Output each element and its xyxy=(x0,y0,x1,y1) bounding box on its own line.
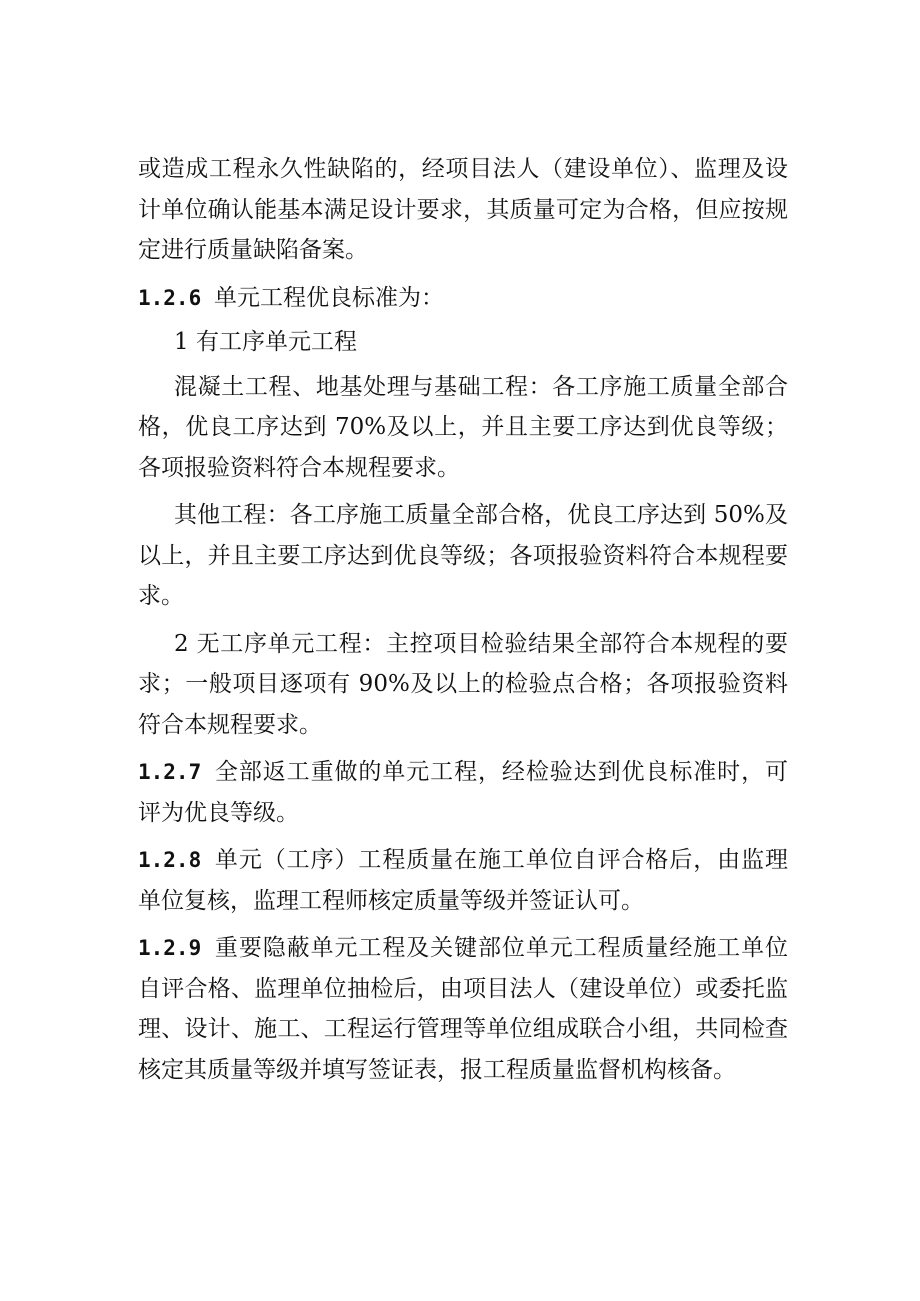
clause-1-2-8 xyxy=(138,840,788,921)
document-body xyxy=(138,149,788,1097)
paragraph-other-works: 其他工程：各工序施工质量全部合格，优良工序达到 50%及以上，并且主要工序达到优良等级；各项报验资料符合本规程要求。 xyxy=(138,502,788,609)
clause-text: 单元（工序）工程质量在施工单位自评合格后，由监理单位复核，监理工程师核定质量等级并签证认可。 xyxy=(138,847,788,914)
paragraph-continuation: 或造成工程永久性缺陷的，经项目法人（建设单位）、监理及设计单位确认能基本满足设计要求，其质量可定为合格，但应按规定进行质量缺陷备案。 xyxy=(138,156,788,263)
clause-1-2-6 xyxy=(138,278,788,319)
clause-number: 1.2.9 xyxy=(138,936,202,960)
clause-number: 1.2.7 xyxy=(138,760,202,784)
clause-1-2-9 xyxy=(138,928,788,1090)
clause-number: 1.2.8 xyxy=(138,848,202,872)
clause-text: 重要隐蔽单元工程及关键部位单元工程质量经施工单位自评合格、监理单位抽检后，由项目法人（建设单位）或委托监理、设计、施工、工程运行管理等单位组成联合小组，共同检查核定其质量等级并填写签证表，报工程质量监督机构核备。 xyxy=(138,935,788,1083)
clause-text: 全部返工重做的单元工程，经检验达到优良标准时，可评为优良等级。 xyxy=(138,759,788,826)
clause-number: 1.2.6 xyxy=(138,285,202,310)
subitem-1-heading: 1 有工序单元工程 xyxy=(174,329,357,355)
subitem-2-paragraph: 2 无工序单元工程：主控项目检验结果全部符合本规程的要求；一般项目逐项有 90%及以上的检验点合格；各项报验资料符合本规程要求。 xyxy=(138,630,788,738)
clause-text: 单元工程优良标准为： xyxy=(214,284,444,311)
clause-1-2-7 xyxy=(138,752,788,833)
paragraph-concrete-works: 混凝土工程、地基处理与基础工程：各工序施工质量全部合格，优良工序达到 70%及以上，并且主要工序达到优良等级；各项报验资料符合本规程要求。 xyxy=(138,373,788,481)
